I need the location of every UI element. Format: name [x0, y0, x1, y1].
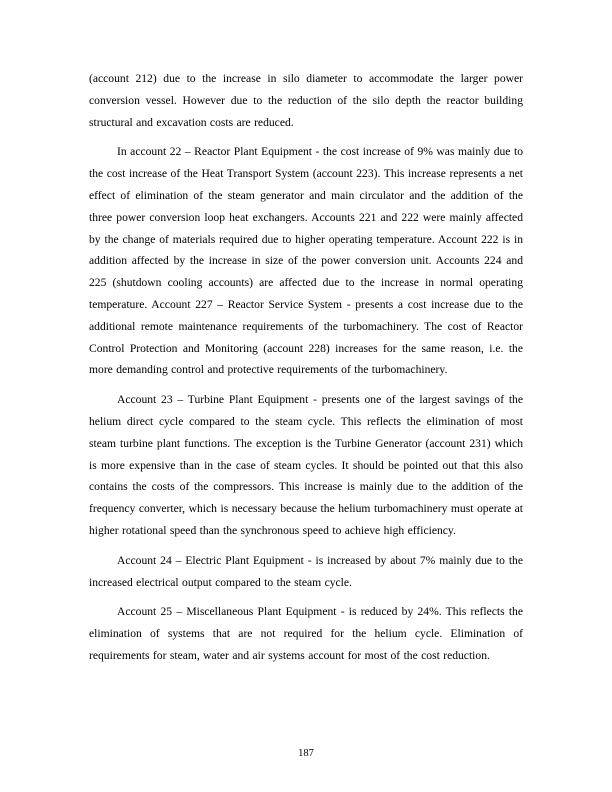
page-footer — [0, 743, 612, 761]
paragraph-account-212-continuation: (account 212) due to the increase in silo diameter to accommodate the larger power conversion vessel. However due to the reduction of the silo depth the reactor building structural and excavation costs are reduced. — [89, 72, 523, 129]
paragraph-account-22-reactor-plant: In account 22 – Reactor Plant Equipment - the cost increase of 9% was mainly due to the cost increase of the Heat Transport System (account 223). This increase represents a net effect of elimination of the steam generator and main circulator and the addition of the three power conversion loop heat exchangers. Accounts 221 and 222 were mainly affected by the change of materials required due to higher operating temperature. Account 222 is in addition affected by the increase in size of the power conversion unit. Accounts 224 and 225 (shutdown cooling accounts) are affected due to the increase in normal operating temperature. Account 227 – Reactor Service System - presents a cost increase due to the additional remote maintenance requirements of the turbomachinery. The cost of Reactor Control Protection and Monitoring (account 228) increases for the same reason, i.e. the more demanding control and protective requirements of the turbomachinery. — [89, 145, 523, 377]
paragraph-account-23-turbine-plant: Account 23 – Turbine Plant Equipment - presents one of the largest savings of the helium direct cycle compared to the steam cycle. This reflects the elimination of most steam turbine plant functions. The exception is the Turbine Generator (account 231) which is more expensive than in the case of steam cycles. It should be pointed out that this also contains the costs of the compressors. This increase is mainly due to the addition of the frequency converter, which is necessary because the helium turbomachinery must operate at higher rotational speed than the synchronous speed to achieve high efficiency. — [89, 393, 523, 537]
body-text — [89, 68, 523, 675]
paragraph-account-25-miscellaneous-plant: Account 25 – Miscellaneous Plant Equipment - is reduced by 24%. This reflects the elimination of systems that are not required for the helium cycle. Elimination of requirements for steam, water and air systems account for most of the cost reduction. — [89, 605, 523, 662]
page-number: 187 — [298, 748, 314, 759]
paragraph-account-24-electric-plant: Account 24 – Electric Plant Equipment - is increased by about 7% mainly due to the increased electrical output compared to the steam cycle. — [89, 553, 523, 589]
